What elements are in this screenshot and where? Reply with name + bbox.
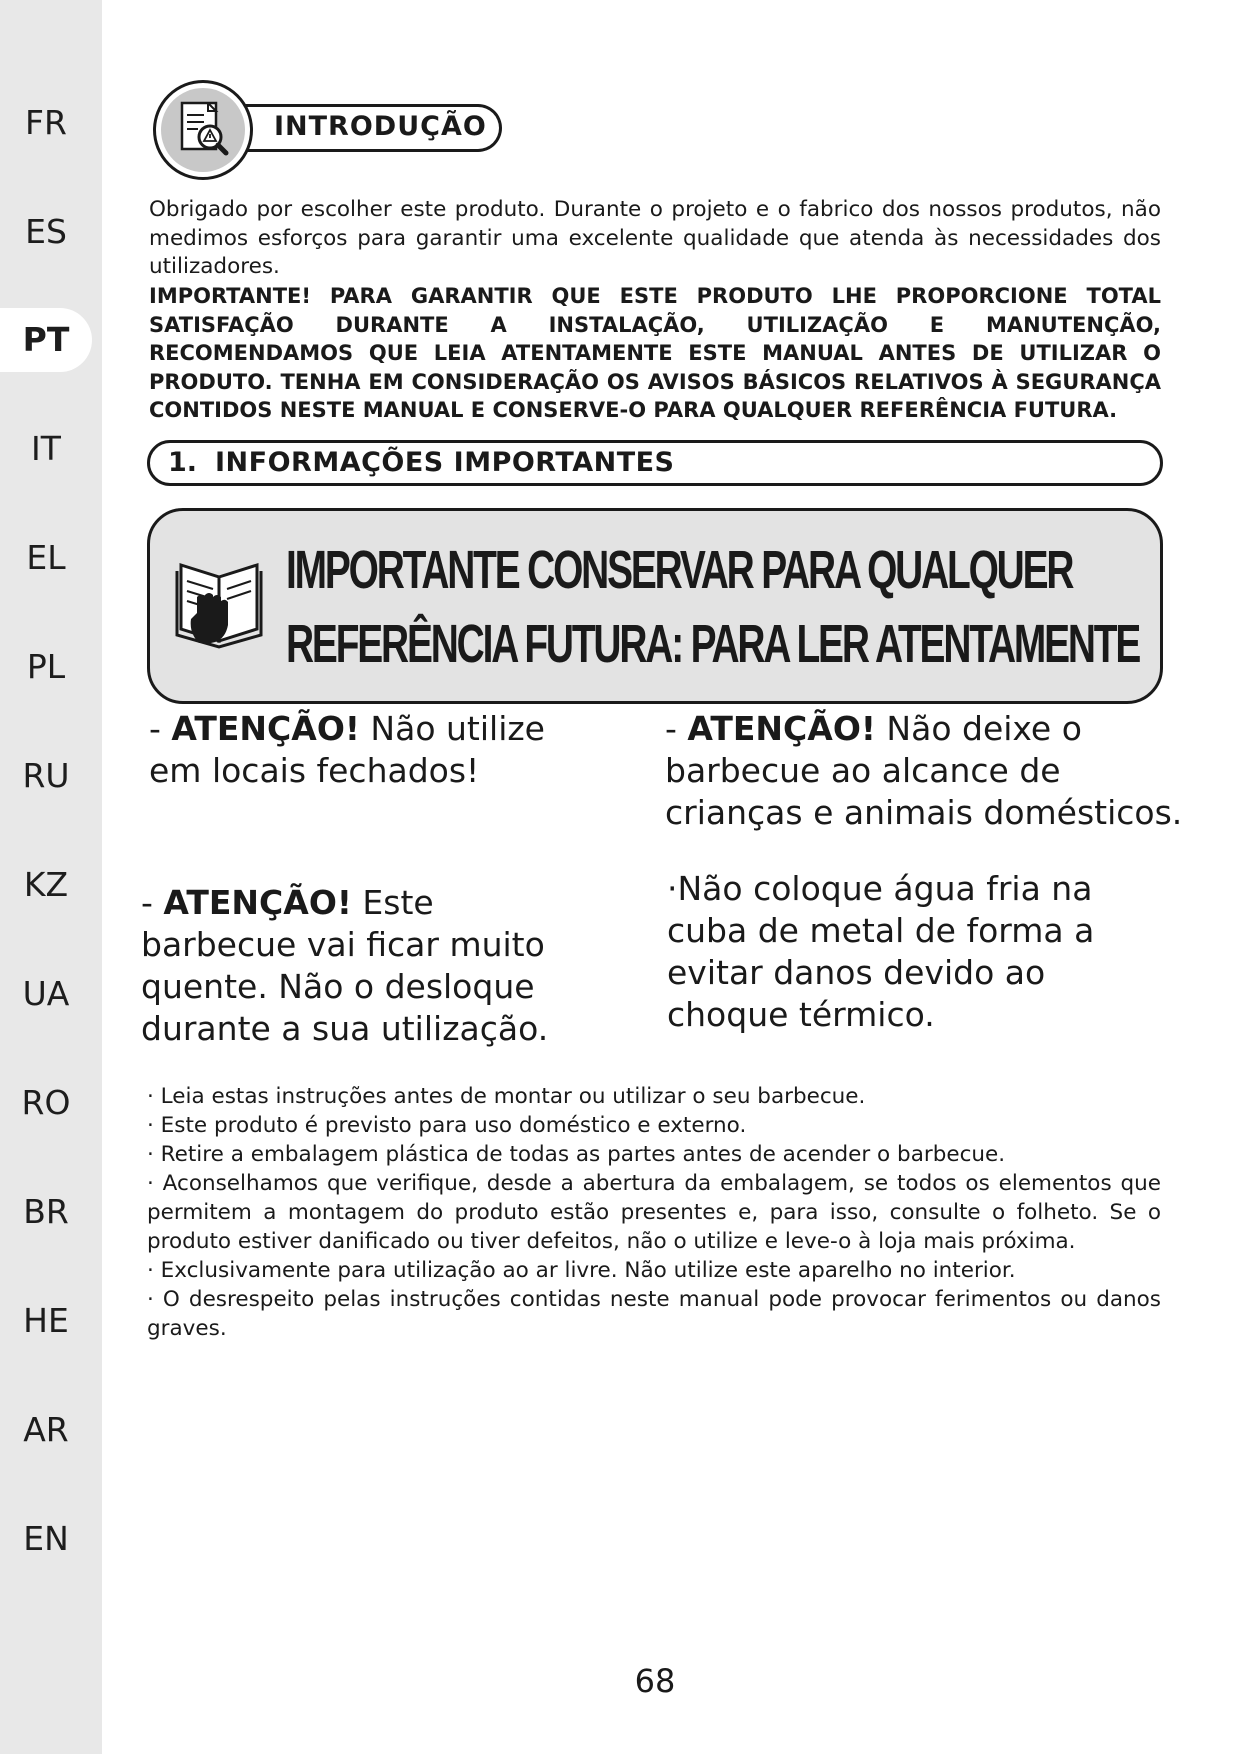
list-item: · Aconselhamos que verifique, desde a abertura da embalagem, se todos os elementos que permitem a montagem do produto estão presentes e, para isso, consulte o folheto. Se o produto estiver danificado ou tiver defeitos, não o utilize e leve-o à loja mais próxima. [147, 1171, 1161, 1254]
lang-tab-en[interactable]: EN [23, 1519, 69, 1558]
lang-tab-ua[interactable]: UA [22, 974, 70, 1013]
list-item: · Este produto é previsto para uso doméstico e externo. [147, 1113, 747, 1138]
important-notice-line-1: IMPORTANTE CONSERVAR PARA QUALQUER [286, 540, 1073, 600]
lang-tab-kz[interactable]: KZ [23, 865, 69, 904]
read-manual-icon [171, 545, 271, 655]
lang-tab-br[interactable]: BR [23, 1192, 69, 1231]
lang-tab-pt[interactable]: PT [0, 308, 92, 372]
list-item: · O desrespeito pelas instruções contidas neste manual pode provocar ferimentos ou danos graves. [147, 1287, 1161, 1341]
intro-paragraph: Obrigado por escolher este produto. Durante o projeto e o fabrico dos nossos produtos, não medimos esforços para garantir uma excelente qualidade que atenda às necessidades dos utilizadores. [149, 197, 1161, 279]
important-notice-box [147, 508, 1163, 704]
lang-tab-ru[interactable]: RU [22, 756, 70, 795]
warning-closed-spaces: - ATENÇÃO! Não utilize em locais fechados! [149, 709, 545, 790]
document-search-icon [153, 80, 253, 180]
lang-tab-es[interactable]: ES [25, 212, 67, 251]
lang-tab-pl[interactable]: PL [26, 647, 66, 686]
safety-bullet-list [147, 1082, 1161, 1343]
lang-tab-ro[interactable]: RO [21, 1083, 71, 1122]
page-number: 68 [634, 1662, 676, 1700]
intro-important-paragraph: IMPORTANTE! PARA GARANTIR QUE ESTE PRODUTO LHE PROPORCIONE TOTAL SATISFAÇÃO DURANTE A INSTALAÇÃO, UTILIZAÇÃO E MANUTENÇÃO, RECOMENDAMOS QUE LEIA ATENTAMENTE ESTE MANUAL ANTES DE UTILIZAR O PRODUTO. TENHA EM CONSIDERAÇÃO OS AVISOS BÁSICOS RELATIVOS À SEGURANÇA CONTIDOS NESTE MANUAL E CONSERVE-O PARA QUALQUER REFERÊNCIA FUTURA. [149, 284, 1161, 422]
list-item: · Leia estas instruções antes de montar ou utilizar o seu barbecue. [147, 1084, 866, 1109]
lang-tab-ar[interactable]: AR [23, 1410, 69, 1449]
list-item: · Retire a embalagem plástica de todas as partes antes de acender o barbecue. [147, 1142, 1006, 1167]
lang-tab-it[interactable]: IT [31, 429, 61, 468]
lang-tab-el[interactable]: EL [26, 538, 66, 577]
warning-children-pets: - ATENÇÃO! Não deixe o barbecue ao alcance de crianças e animais domésticos. [665, 709, 1183, 832]
lang-tab-fr[interactable]: FR [25, 103, 67, 142]
intro-title: INTRODUÇÃO [274, 111, 487, 142]
list-item: · Exclusivamente para utilização ao ar livre. Não utilize este aparelho no interior. [147, 1258, 1016, 1283]
section-number: 1. [168, 447, 198, 478]
important-notice-line-2: REFERÊNCIA FUTURA: PARA LER ATENTAMENTE [286, 614, 1140, 674]
section-title: INFORMAÇÕES IMPORTANTES [215, 447, 675, 478]
warning-hot-surface: - ATENÇÃO! Este barbecue vai ficar muito quente. Não o desloque durante a sua utilização. [141, 883, 549, 1048]
lang-tab-he[interactable]: HE [23, 1301, 69, 1340]
warning-cold-water: ·Não coloque água fria na cuba de metal de forma a evitar danos devido ao choque térmico. [667, 869, 1095, 1034]
